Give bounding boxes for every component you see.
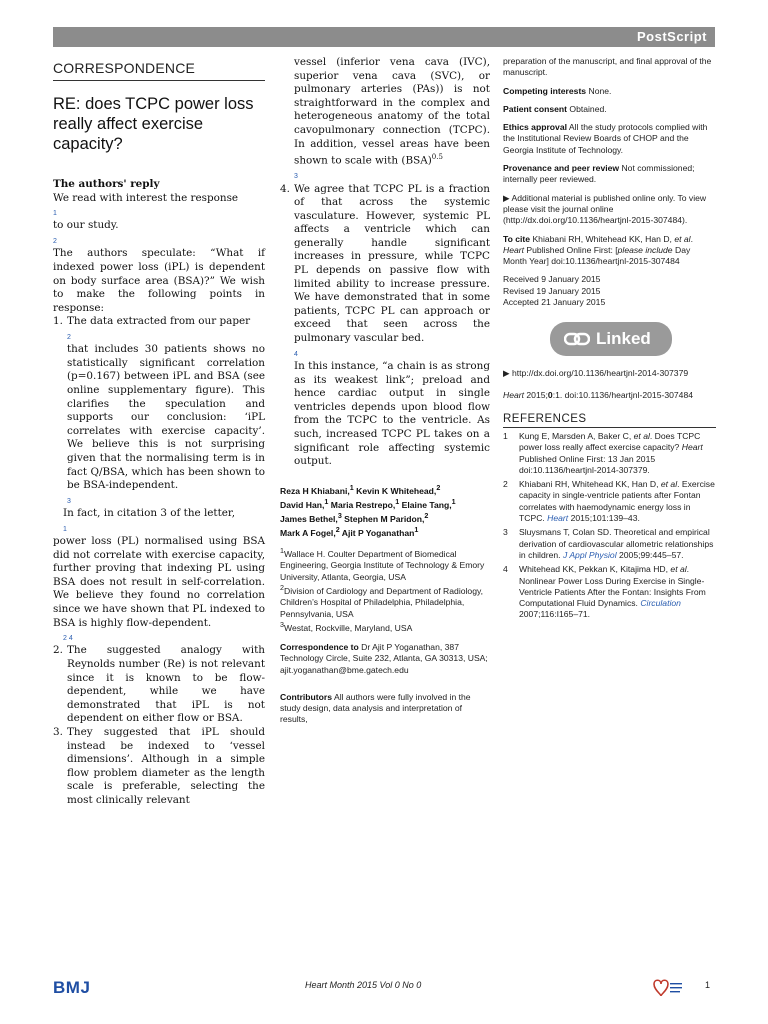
patient-consent: Patient consent Obtained. (503, 103, 607, 114)
citation[interactable]: 2 4 (63, 635, 73, 643)
contributors: Contributors All authors were fully involved in the study design, data analysis and interpretation of results, (280, 691, 471, 725)
ethics-approval: Ethics approval All the study protocols complied with the Institutional Review Boards of CHOP and the Georgia Institute of Technology. (503, 122, 708, 155)
provenance: Provenance and peer review Not commissioned; internally peer reviewed. (503, 163, 695, 185)
article-citation: Heart 2015;0:1. doi:10.1136/heartjnl-2015-307484 (503, 389, 694, 400)
affiliations (280, 546, 490, 634)
point-1: 1. The data extracted from our paper 2 that includes 30 patients shows no statistically significant correlation (p=0.167) between iPL and BSA (see online supplementary figure). This clarifies the speculation and supports our conclusion: ‘iPL correlates with exercise capacity’. We believe this is not surprising given that the normalising term is in fact Q/BSA, which has been shown to be BSA-independent. 3 (53, 315, 265, 507)
affiliation: $^2$Division of Cardiology and Department of Radiology, Children’s Hospital of Philadelphia, Philadelphia, Pennsylvania, USA (280, 584, 484, 619)
postscript-tag: PostScript (636, 29, 707, 44)
journal-link[interactable]: Circulation (640, 598, 681, 609)
correspondence: Correspondence to Dr Ajit P Yoganathan, 387 Technology Circle, Suite 232, Atlanta, GA 30313, USA; ajit.yoganathan@bme.gatech.edu (280, 641, 488, 675)
citation[interactable]: 3 (67, 497, 71, 505)
reference-item: 4 Whitehead KK, Pekkan K, Kitajima HD, et al. Nonlinear Power Loss During Exercise in Single-Ventricle Patients After the Fontan: Insights From Computational Fluid Dynamics. Circulation 2007;116:I165–71. (503, 564, 706, 620)
point-1-continuation: In fact, in citation 3 of the letter, 1 power loss (PL) normalised using BSA did not correlate with exercise capacity, further proving that indexing PL using BSA does not result in self-correlation. We believe they found no correlation since we have shown that PL indexed to BSA is highly flow-dependent. 2 4 (53, 507, 265, 644)
contributors-continuation: preparation of the manuscript, and final approval of the manuscript. (503, 56, 712, 78)
reference-item: 1 Kung E, Marsden A, Baker C, et al. Does TCPC power loss really affect exercise capacity? Heart Published Online First: 13 Jan 2015 doi:10.1136/heartjnl-2014-307379. (503, 430, 703, 475)
point-3: 3. They suggested that iPL should instead be indexed to ‘vessel dimensions’. Although in a simple flow problem diameter as the length scale is preferable, selecting the most clinically relevant (53, 725, 265, 806)
journal-link[interactable]: J Appl Physiol (562, 549, 617, 560)
bmj-logo: BMJ (53, 978, 91, 997)
cardiovascular-society-logo-icon (646, 976, 686, 1002)
reference-item: 2 Khiabani RH, Whitehead KK, Han D, et al. Exercise capacity in single-ventricle patients after Fontan correlates with haemodynamic energy loss in TCPC. Heart 2015;101:139–43. (503, 479, 715, 524)
revised-date: Revised 19 January 2015 (503, 285, 601, 296)
citation[interactable]: 1 (63, 525, 67, 533)
to-cite: To cite Khiabani RH, Whitehead KK, Han D, et al. Heart Published Online First: [please include Day Month Year] doi:10.1136/heartjnl-2015-307484 (503, 233, 693, 267)
intro-paragraph: We read with interest the response 1 to our study. 2 The authors speculate: “What if indexed power loss (iPL) is dependent on body surface area (BSA)?” We wish to make the following points in response: (53, 191, 265, 314)
linked-doi[interactable]: ▶ http://dx.doi.org/10.1136/heartjnl-2014-307379 (503, 368, 689, 379)
references-heading: REFERENCES (503, 413, 716, 428)
section-label: CORRESPONDENCE (53, 56, 265, 81)
point-2: 2. The suggested analogy with Reynolds number (Re) is not relevant since it is known to be flow-dependent, while we have demonstrated that iPL is not dependent on either flow or BSA. (53, 644, 265, 725)
article-title: RE: does TCPC power loss really affect exercise capacity? (53, 95, 254, 153)
reference-item: 3 Sluysmans T, Colan SD. Theoretical and empirical derivation of cardiovascular allometric relationships in children. J Appl Physiol 2005;99:445–57. (503, 527, 714, 560)
column-2 (280, 56, 490, 733)
column-3 (503, 56, 716, 621)
reply-body (53, 178, 265, 808)
point-4: 4. We agree that TCPC PL is a fraction of that across the systemic vasculature. However, systemic PL affects a ventricle which can generally handle significant increases in pressure, while TCPC PL depends on passive flow with limited ability to increase pressure. We have demonstrated that in some patients, TCPC PL can approach or exceed that seen across the pulmonary vascular bed. 4 In this instance, “a chain is as strong as its weakest link”; preload and hence cardiac output in single ventricles depends upon blood flow from the TCPC to the ventricle. As such, increased TCPC PL takes on a significant role affecting systemic output. (280, 182, 490, 468)
affiliation: $^3$Westat, Rockville, Maryland, USA (280, 620, 413, 633)
journal-link[interactable]: Heart (547, 513, 569, 524)
author-list: Reza H Khiabani,$^1$ Kevin K Whitehead,$^2$ David Han,$^1$ Maria Restrepo,$^1$ Elaine Tang,$^1$ James Bethel,$^3$ Stephen M Paridon,$^2$ Mark A Fogel,$^2$ Ajit P Yoganathan$^1$ (280, 483, 456, 539)
citation[interactable]: 3 (294, 173, 298, 181)
citation[interactable]: 2 (53, 238, 57, 246)
additional-material[interactable]: ▶ Additional material is published online only. To view please visit the journal online (http://dx.doi.org/10.1136/heartjnl-2015-307484). (503, 192, 707, 226)
accepted-date: Accepted 21 January 2015 (503, 297, 606, 308)
page-number: 1 (705, 980, 711, 990)
citation[interactable]: 4 (294, 350, 298, 358)
column-1 (53, 56, 265, 808)
header-bar (53, 27, 715, 47)
citation[interactable]: 2 (67, 333, 71, 341)
competing-interests: Competing interests None. (503, 85, 612, 96)
linked-badge[interactable] (550, 322, 672, 356)
chain-link-icon (564, 331, 590, 347)
point-3-continuation: vessel (inferior vena cava (IVC), superior vena cava (SVC), or pulmonary arteries (PAs)) is not straightforward in the complex and heterogeneous anatomy of the total cavopulmonary connection (TCPC). In addition, vessel areas have been shown to scale with (BSA)$^{0.5}$ 3 (280, 56, 490, 183)
citation[interactable]: 1 (53, 210, 57, 218)
reply-heading: The authors' reply (53, 178, 160, 190)
footer-journal: Heart Month 2015 Vol 0 No 0 (305, 980, 422, 990)
reference-list (503, 431, 716, 621)
received-date: Received 9 January 2015 (503, 274, 601, 285)
affiliation: $^1$Wallace H. Coulter Department of Biomedical Engineering, Georgia Institute of Technology & Emory University, Atlanta, Georgia, USA (280, 547, 485, 582)
linked-label: Linked (596, 329, 651, 349)
